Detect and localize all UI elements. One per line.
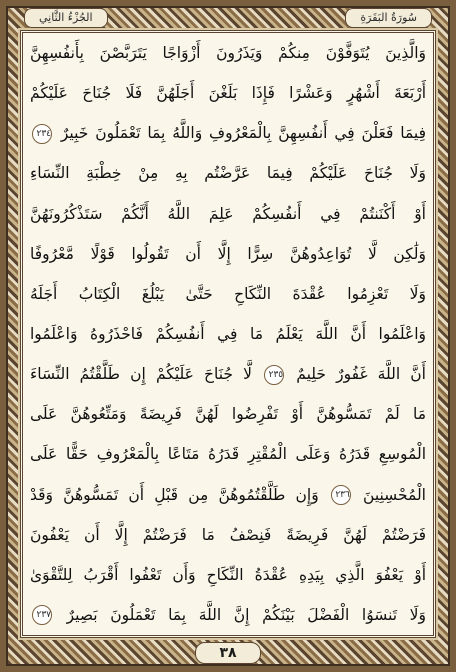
page-number: ٣٨ xyxy=(195,642,261,664)
verse-text: أَوْ أَكْنَنتُمْ فِي أَنفُسِكُمْ عَلِمَ اللَّهُ أَنَّكُمْ سَتَذْكُرُونَهُنَّ xyxy=(30,204,426,223)
ayah-number-marker: ٢٣٦ xyxy=(331,485,351,505)
verse-text: الْمُحْسِنِينَ xyxy=(363,485,426,504)
verse-line xyxy=(30,359,426,389)
verse-text: وَلَا تَنسَوُا الْفَضْلَ بَيْنَكُمْ إِنَّ اللَّهَ بِمَا تَعْمَلُونَ بَصِيرٌ xyxy=(66,605,426,624)
verse-line xyxy=(30,600,426,630)
verse-line xyxy=(30,520,426,550)
verse-text: وَلَا تَعْزِمُوا عُقْدَةَ النِّكَاحِ حَتَّىٰ يَبْلُغَ الْكِتَابُ أَجَلَهُ xyxy=(30,284,426,303)
verse-text: وَالَّذِينَ يُتَوَفَّوْنَ مِنكُمْ وَيَذَرُونَ أَزْوَاجًا يَتَرَبَّصْنَ بِأَنفُسِهِنَّ xyxy=(30,44,426,62)
verse-text: وَاعْلَمُوا أَنَّ اللَّهَ يَعْلَمُ مَا فِي أَنفُسِكُمْ فَاحْذَرُوهُ وَاعْلَمُوا xyxy=(30,324,426,343)
verse-line xyxy=(30,239,426,269)
verse-text-continued: لَّا جُنَاحَ عَلَيْكُمْ إِن طَلَّقْتُمُ النِّسَاءَ xyxy=(30,365,252,384)
verse-line xyxy=(30,560,426,590)
ayah-number-marker: ٢٣٧ xyxy=(32,605,52,625)
verse-text: وَلَٰكِن لَّا تُوَاعِدُوهُنَّ سِرًّا إِلَّا أَن تَقُولُوا قَوْلًا مَّعْرُوفًا xyxy=(30,244,426,263)
verse-line xyxy=(30,399,426,429)
verse-text: أَرْبَعَةَ أَشْهُرٍ وَعَشْرًا فَإِذَا بَلَغْنَ أَجَلَهُنَّ فَلَا جُنَاحَ عَلَيْكُمْ xyxy=(30,84,426,103)
verse-line xyxy=(30,199,426,229)
ayah-number-marker: ٢٣٤ xyxy=(32,124,52,144)
verse-text: فَرَضْتُمْ لَهُنَّ فَرِيضَةً فَنِصْفُ مَا فَرَضْتُمْ إِلَّا أَن يَعْفُونَ xyxy=(30,525,426,544)
verse-line xyxy=(30,439,426,469)
verse-line xyxy=(30,38,426,68)
verse-text: الْمُوسِعِ قَدَرُهُ وَعَلَى الْمُقْتِرِ قَدَرُهُ مَتَاعًا بِالْمَعْرُوفِ حَقًّا عَلَى xyxy=(30,445,426,464)
verse-text: أَنَّ اللَّهَ غَفُورٌ حَلِيمٌ xyxy=(296,365,426,384)
page-header xyxy=(24,8,432,28)
verse-line xyxy=(30,158,426,188)
ayah-number-marker: ٢٣٥ xyxy=(264,365,284,385)
juz-label: الجُزْءُ الثَّانِي xyxy=(24,8,108,28)
verse-line xyxy=(30,480,426,510)
verse-line xyxy=(30,319,426,349)
surah-label: سُورَةُ البَقَرَةِ xyxy=(345,8,432,28)
verse-text-area xyxy=(30,38,426,630)
verse-text: فِيمَا فَعَلْنَ فِي أَنفُسِهِنَّ بِالْمَعْرُوفِ وَاللَّهُ بِمَا تَعْمَلُونَ خَبِيرٌ xyxy=(60,124,426,143)
verse-line xyxy=(30,118,426,148)
verse-text: وَلَا جُنَاحَ عَلَيْكُمْ فِيمَا عَرَّضْتُم بِهِ مِنْ خِطْبَةِ النِّسَاءِ xyxy=(30,164,426,183)
verse-line xyxy=(30,78,426,108)
verse-line xyxy=(30,279,426,309)
verse-text-continued: وَإِن طَلَّقْتُمُوهُنَّ مِن قَبْلِ أَن تَمَسُّوهُنَّ وَقَدْ xyxy=(30,485,319,504)
verse-text: مَا لَمْ تَمَسُّوهُنَّ أَوْ تَفْرِضُوا لَهُنَّ فَرِيضَةً وَمَتِّعُوهُنَّ عَلَى xyxy=(30,405,426,424)
page-footer xyxy=(0,642,456,664)
verse-text: أَوْ يَعْفُوَ الَّذِي بِيَدِهِ عُقْدَةُ النِّكَاحِ وَأَن تَعْفُوا أَقْرَبُ لِلتَّقْوَىٰ xyxy=(30,565,426,584)
